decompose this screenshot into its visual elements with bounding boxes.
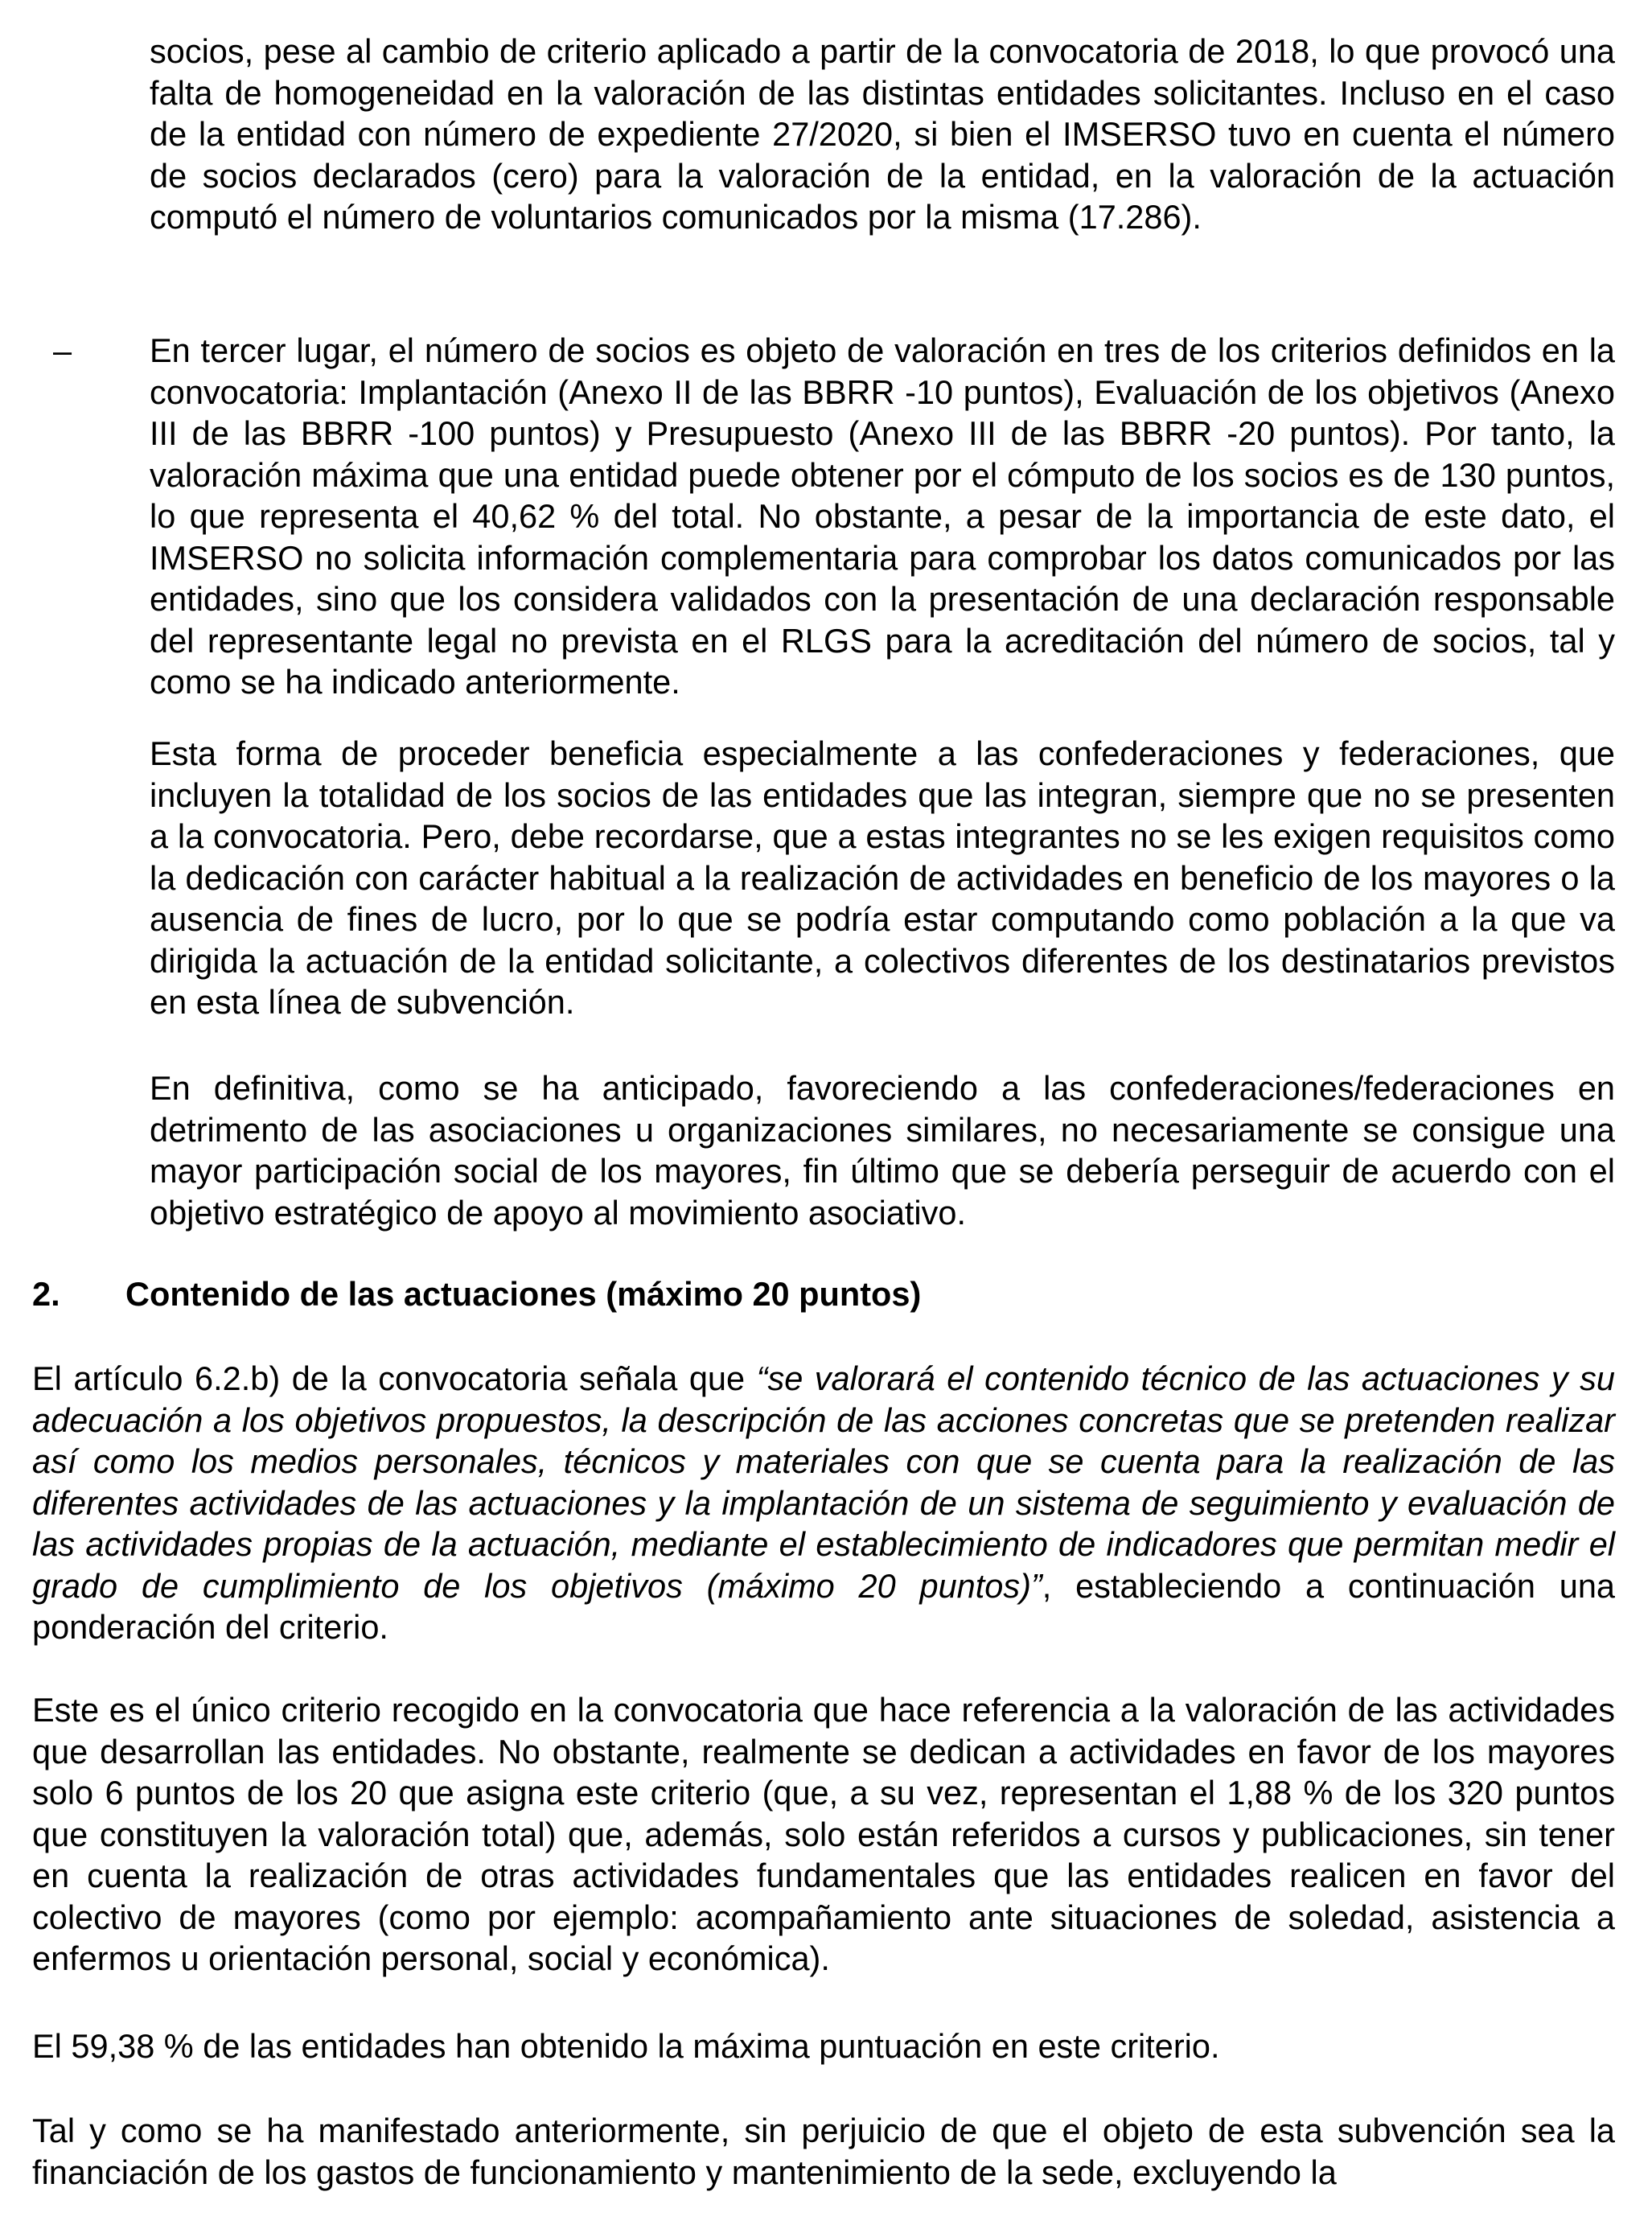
paragraph-unico-criterio: Este es el único criterio recogido en la convocatoria que hace referencia a la valoración de las actividades que desarrollan las entidades. No obstante, realmente se dedican a actividades en favor de los mayores solo 6 puntos de los 20 que asigna este criterio (que, a su vez, representan el 1,88 % de los 320 puntos que constituyen la valoración total) que, además, solo están referidos a cursos y publicaciones, sin tener en cuenta la realización de otras actividades fundamentales que las entidades realicen en favor del colectivo de mayores (como por ejemplo: acompañamiento ante situaciones de soledad, asistencia a enfermos u orientación personal, social y económica). <box>32 1691 1615 1977</box>
paragraph-articulo <box>32 1358 1615 1648</box>
bullet-dash: – <box>53 331 72 369</box>
section-heading <box>32 1273 921 1315</box>
paragraph-forma-de-proceder: Esta forma de proceder beneficia especialmente a las confederaciones y federaciones, que incluyen la totalidad de los socios de las entidades que las integran, siempre que no se presenten a la convocatoria. Pero, debe recordarse, que a estas integrantes no se les exigen requisitos como la dedicación con carácter habitual a la realización de actividades en beneficio de los mayores o la ausencia de fines de lucro, por lo que se podría estar computando como población a la que va dirigida la actuación de la entidad solicitante, a colectivos diferentes de los destinatarios previstos en esta línea de subvención. <box>150 734 1615 1021</box>
paragraph-articulo-intro: El artículo 6.2.b) de la convocatoria señala que <box>32 1359 757 1397</box>
paragraph-articulo-quote: “se valorará el contenido técnico de las actuaciones y su adecuación a los objetivos propuestos, la descripción de las acciones concretas que se pretenden realizar así como los medios personales, técnicos y materiales con que se cuenta para la realización de las diferentes actividades de las actuaciones y la implantación de un sistema de seguimiento y evaluación de las actividades propias de la actuación, mediante el establecimiento de indicadores que permitan medir el grado de cumplimiento de los objetivos (máximo 20 puntos)” <box>32 1359 1615 1605</box>
paragraph-tal-y-como: Tal y como se ha manifestado anteriormente, sin perjuicio de que el objeto de esta subvención sea la financiación de los gastos de funcionamiento y mantenimiento de la sede, excluyendo la <box>32 2112 1615 2191</box>
section-number: 2. <box>32 1275 60 1313</box>
paragraph-socios-criterio: socios, pese al cambio de criterio aplicado a partir de la convocatoria de 2018, lo que provocó una falta de homogeneidad en la valoración de las distintas entidades solicitantes. Incluso en el caso de la entidad con número de expediente 27/2020, si bien el IMSERSO tuvo en cuenta el número de socios declarados (cero) para la valoración de la entidad, en la valoración de la actuación computó el número de voluntarios comunicados por la misma (17.286). <box>150 32 1615 236</box>
paragraph-articulo-outro: , estableciendo a continuación una ponderación del criterio. <box>32 1566 1615 1646</box>
paragraph-porcentaje: El 59,38 % de las entidades han obtenido la máxima puntuación en este criterio. <box>32 2027 1220 2065</box>
paragraph-tercer-lugar: En tercer lugar, el número de socios es objeto de valoración en tres de los criterios definidos en la convocatoria: Implantación (Anexo II de las BBRR -10 puntos), Evaluación de los objetivos (Anexo III de las BBRR -100 puntos) y Presupuesto (Anexo III de las BBRR -20 puntos). Por tanto, la valoración máxima que una entidad puede obtener por el cómputo de los socios es de 130 puntos, lo que representa el 40,62 % del total. No obstante, a pesar de la importancia de este dato, el IMSERSO no solicita información complementaria para comprobar los datos comunicados por las entidades, sino que los considera validados con la presentación de una declaración responsable del representante legal no prevista en el RLGS para la acreditación del número de socios, tal y como se ha indicado anteriormente. <box>150 331 1615 701</box>
section-title: Contenido de las actuaciones (máximo 20 puntos) <box>125 1275 922 1313</box>
paragraph-en-definitiva: En definitiva, como se ha anticipado, favoreciendo a las confederaciones/federaciones en detrimento de las asociaciones u organizaciones similares, no necesariamente se consigue una mayor participación social de los mayores, fin último que se debería perseguir de acuerdo con el objetivo estratégico de apoyo al movimiento asociativo. <box>150 1069 1615 1232</box>
